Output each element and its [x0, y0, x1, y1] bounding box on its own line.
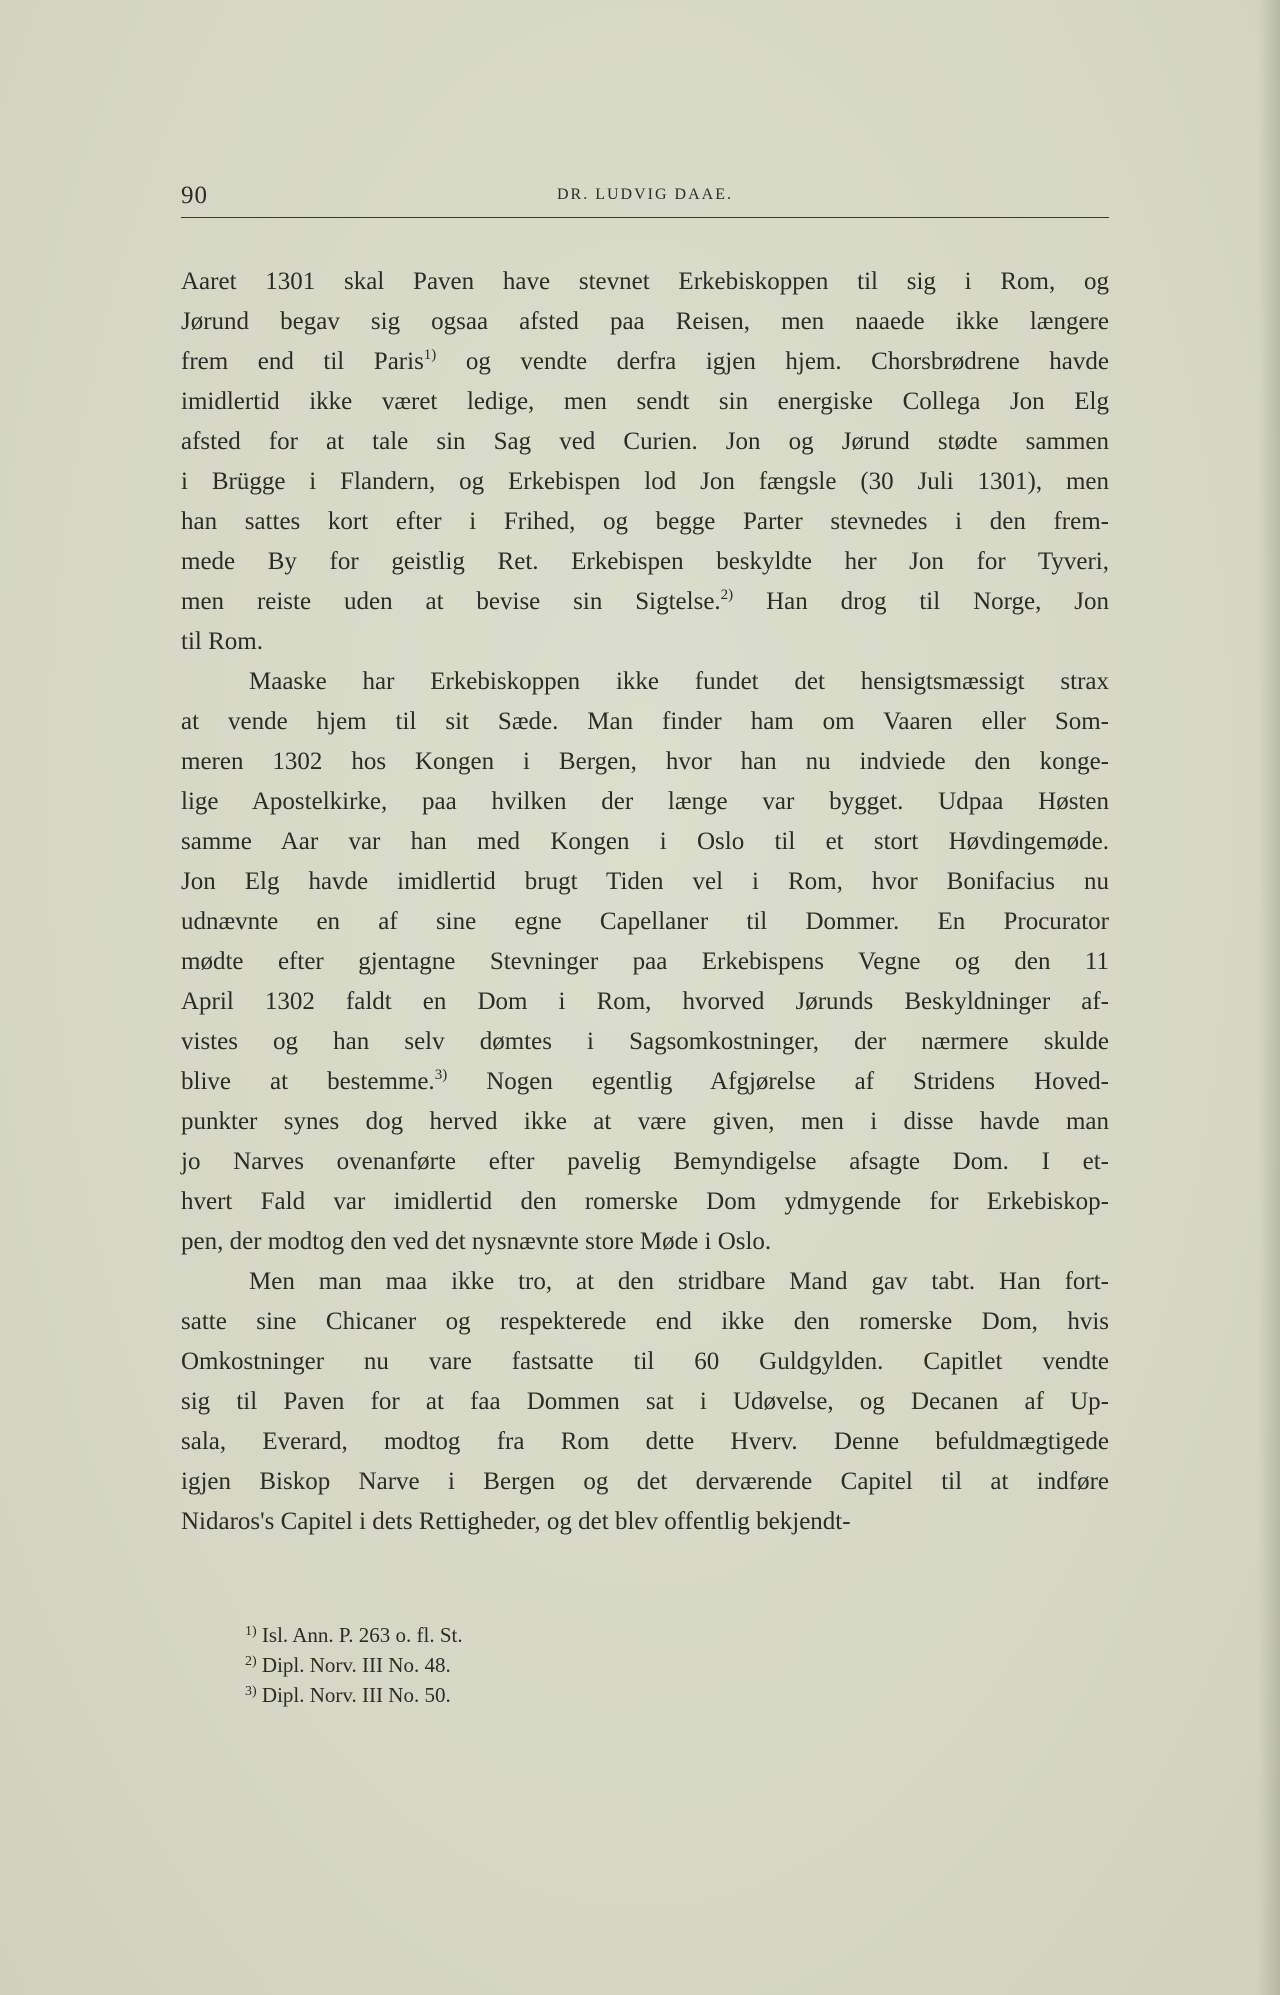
text-line — [181, 1502, 1109, 1542]
text-line — [181, 462, 1109, 502]
text-line — [181, 1142, 1109, 1182]
line-text: men reiste uden at bevise sin Sigtelse. — [181, 588, 721, 615]
line-text: Aaret 1301 skal Paven have stevnet Erkebiskoppen til sig i Rom, og — [181, 268, 1109, 295]
footnote-number: 3) — [245, 1684, 257, 1699]
text-line — [181, 1422, 1109, 1462]
text-line — [181, 342, 1109, 382]
line-text-continued: Nogen egentlig Afgjørelse af Stridens Hoved- — [447, 1068, 1109, 1095]
line-text: Jørund begav sig ogsaa afsted paa Reisen, men naaede ikke længere — [181, 308, 1109, 335]
text-line — [181, 502, 1109, 542]
line-text-continued: og vendte derfra igjen hjem. Chorsbrødrene havde — [436, 348, 1109, 375]
line-text: samme Aar var han med Kongen i Oslo til et stort Høvdingemøde. — [181, 828, 1109, 855]
footnote-text: Dipl. Norv. III No. 50. — [256, 1683, 451, 1707]
running-head — [181, 182, 1109, 214]
paragraph — [181, 1262, 1109, 1542]
text-line — [181, 382, 1109, 422]
line-text: til Rom. — [181, 628, 263, 655]
text-line — [181, 782, 1109, 822]
footnote — [245, 1680, 645, 1710]
footnotes — [245, 1620, 645, 1710]
text-line — [181, 622, 1109, 662]
line-text: blive at bestemme. — [181, 1068, 435, 1095]
text-line — [181, 702, 1109, 742]
line-text: pen, der modtog den ved det nysnævnte store Møde i Oslo. — [181, 1228, 772, 1255]
header-rule — [181, 217, 1109, 218]
text-line — [181, 862, 1109, 902]
line-text: Men man maa ikke tro, at den stridbare Mand gav tabt. Han fort- — [249, 1268, 1109, 1295]
line-text: sala, Everard, modtog fra Rom dette Hverv. Denne befuldmægtigede — [181, 1428, 1109, 1455]
line-text: frem end til Paris — [181, 348, 424, 375]
line-text: i Brügge i Flandern, og Erkebispen lod Jon fængsle (30 Juli 1301), men — [181, 468, 1109, 495]
text-line — [181, 1062, 1109, 1102]
text-line — [181, 1462, 1109, 1502]
text-line — [181, 1342, 1109, 1382]
text-line — [181, 1302, 1109, 1342]
line-text: meren 1302 hos Kongen i Bergen, hvor han nu indviede den konge- — [181, 748, 1109, 775]
line-text: vistes og han selv dømtes i Sagsomkostninger, der nærmere skulde — [181, 1028, 1109, 1055]
line-text: at vende hjem til sit Sæde. Man finder ham om Vaaren eller Som- — [181, 708, 1109, 735]
line-text: jo Narves ovenanførte efter pavelig Bemyndigelse afsagte Dom. I et- — [181, 1148, 1109, 1175]
line-text: igjen Biskop Narve i Bergen og det derværende Capitel til at indføre — [181, 1468, 1109, 1495]
text-line — [181, 822, 1109, 862]
line-text: sig til Paven for at faa Dommen sat i Udøvelse, og Decanen af Up- — [181, 1388, 1109, 1415]
text-line — [181, 1182, 1109, 1222]
line-text: hvert Fald var imidlertid den romerske Dom ydmygende for Erkebiskop- — [181, 1188, 1109, 1215]
line-text: udnævnte en af sine egne Capellaner til Dommer. En Procurator — [181, 908, 1109, 935]
paragraph — [181, 662, 1109, 1262]
text-line — [181, 1022, 1109, 1062]
text-line — [181, 422, 1109, 462]
footnote-marker: 2) — [720, 587, 734, 603]
line-text: punkter synes dog herved ikke at være given, men i disse havde man — [181, 1108, 1109, 1135]
footnote-number: 2) — [245, 1654, 257, 1669]
page-edge-shadow — [1258, 0, 1280, 1995]
text-line — [181, 662, 1109, 702]
text-line — [181, 262, 1109, 302]
text-line — [181, 742, 1109, 782]
line-text: imidlertid ikke været ledige, men sendt sin energiske Collega Jon Elg — [181, 388, 1109, 415]
running-title: DR. LUDVIG DAAE. — [557, 186, 733, 203]
text-line — [181, 942, 1109, 982]
text-line — [181, 1262, 1109, 1302]
paragraph — [181, 262, 1109, 662]
footnote-text: Isl. Ann. P. 263 o. fl. St. — [256, 1623, 463, 1647]
line-text: mødte efter gjentagne Stevninger paa Erkebispens Vegne og den 11 — [181, 948, 1109, 975]
line-text: Jon Elg havde imidlertid brugt Tiden vel i Rom, hvor Bonifacius nu — [181, 868, 1109, 895]
line-text: mede By for geistlig Ret. Erkebispen beskyldte her Jon for Tyveri, — [181, 548, 1109, 575]
line-text: Omkostninger nu vare fastsatte til 60 Guldgylden. Capitlet vendte — [181, 1348, 1109, 1375]
line-text: Nidaros's Capitel i dets Rettigheder, og det blev offentlig bekjendt- — [181, 1508, 851, 1535]
line-text: Maaske har Erkebiskoppen ikke fundet det hensigtsmæssigt strax — [249, 668, 1109, 695]
line-text: han sattes kort efter i Frihed, og begge Parter stevnedes i den frem- — [181, 508, 1109, 535]
footnote-marker: 1) — [423, 347, 437, 363]
text-line — [181, 582, 1109, 622]
body-text — [181, 262, 1109, 1542]
line-text-continued: Han drog til Norge, Jon — [733, 588, 1109, 615]
line-text: afsted for at tale sin Sag ved Curien. Jon og Jørund stødte sammen — [181, 428, 1109, 455]
text-line — [181, 902, 1109, 942]
text-line — [181, 1102, 1109, 1142]
line-text: April 1302 faldt en Dom i Rom, hvorved Jørunds Beskyldninger af- — [181, 988, 1109, 1015]
text-line — [181, 1222, 1109, 1262]
footnote-text: Dipl. Norv. III No. 48. — [256, 1653, 451, 1677]
page-number: 90 — [181, 182, 208, 209]
footnote-marker: 3) — [434, 1067, 448, 1083]
text-line — [181, 542, 1109, 582]
footnote — [245, 1620, 645, 1650]
footnote-number: 1) — [245, 1624, 257, 1639]
text-line — [181, 982, 1109, 1022]
text-line — [181, 1382, 1109, 1422]
line-text: satte sine Chicaner og respekterede end ikke den romerske Dom, hvis — [181, 1308, 1109, 1335]
footnote — [245, 1650, 645, 1680]
text-line — [181, 302, 1109, 342]
line-text: lige Apostelkirke, paa hvilken der længe var bygget. Udpaa Høsten — [181, 788, 1109, 815]
